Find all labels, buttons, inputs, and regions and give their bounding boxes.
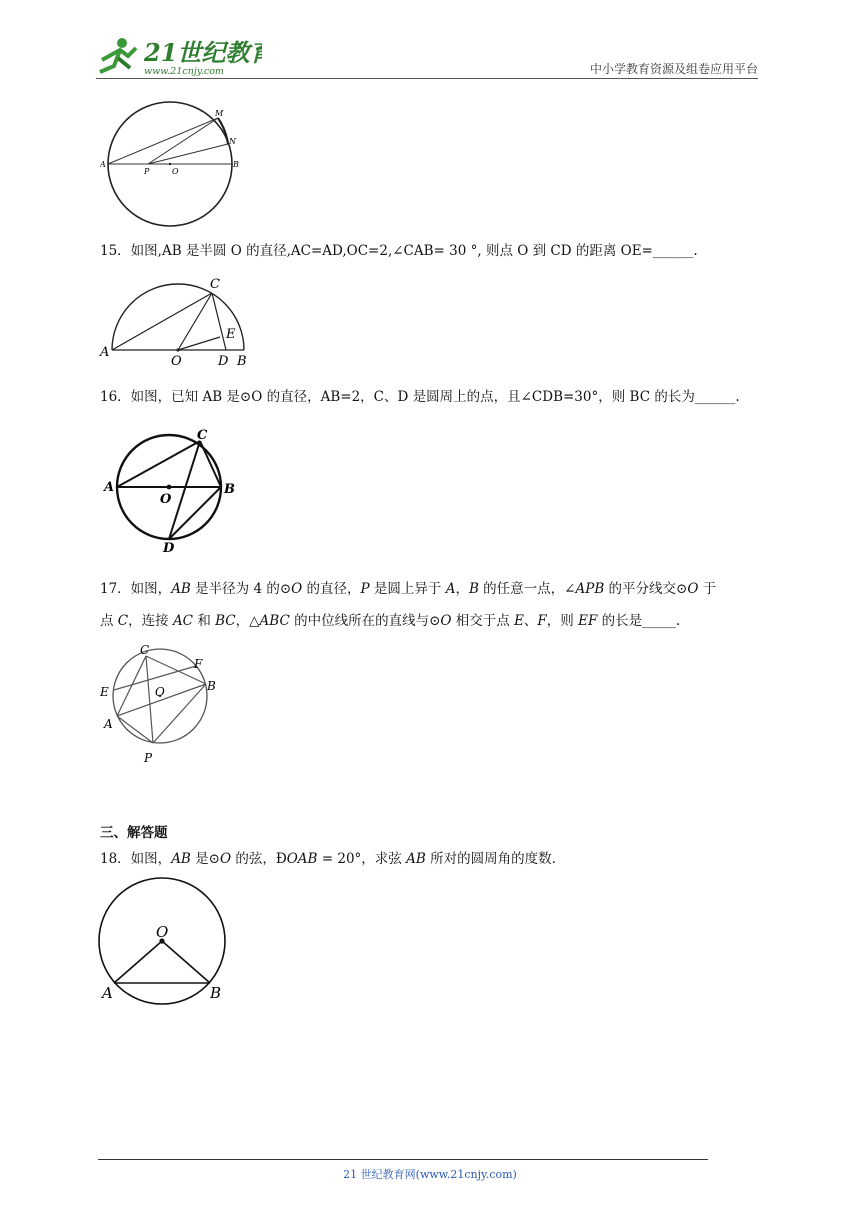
figure-16	[100, 424, 250, 556]
fig17-label-o: O	[155, 685, 165, 699]
section-title: 三、解答题	[100, 825, 168, 841]
figure-17	[96, 640, 236, 768]
fig14-label-n: N	[229, 137, 236, 146]
fig15-label-o: O	[171, 354, 182, 369]
fig16-label-b: B	[224, 482, 235, 497]
figure-18	[94, 874, 234, 1008]
fig16-label-o: O	[160, 492, 172, 507]
fig16-label-c: C	[197, 428, 208, 443]
fig14-label-m: M	[215, 109, 224, 118]
fig15-label-e: E	[226, 327, 236, 342]
footer-divider	[98, 1159, 708, 1160]
fig15-label-d: D	[218, 354, 229, 369]
logo-main-text: 21世纪教育	[144, 38, 262, 67]
fig17-label-a: A	[104, 717, 113, 731]
fig18-label-a: A	[102, 984, 113, 1002]
fig14-label-o: O	[172, 167, 179, 176]
fig15-label-b: B	[237, 354, 247, 369]
fig15-label-a: A	[100, 345, 110, 360]
fig17-label-p: P	[144, 751, 153, 765]
fig14-label-p: P	[144, 167, 150, 176]
fig16-label-d: D	[163, 541, 175, 556]
question-18-text: 18．如图，AB 是⊙O 的弦，ÐOAB = 20°，求弦 AB 所对的圆周角的度数.	[100, 851, 556, 867]
question-15-text: 15．如图,AB 是半圆 O 的直径,AC=AD,OC=2,∠CAB= 30 °, 则点 O 到 CD 的距离 OE=______.	[100, 243, 698, 259]
fig16-label-a: A	[104, 480, 115, 495]
fig17-label-f: F	[194, 657, 203, 671]
fig17-label-e: E	[100, 685, 109, 699]
fig14-label-b: B	[233, 160, 239, 169]
header-divider	[96, 78, 758, 79]
header-right-text: 中小学教育资源及组卷应用平台	[589, 62, 758, 76]
footer-text: 21 世纪教育网(www.21cnjy.com)	[343, 1168, 517, 1181]
figure-15	[96, 274, 266, 370]
logo-url-text: www.21cnjy.com	[144, 66, 224, 77]
question-17-line-1: 17．如图，AB 是半径为 4 的⊙O 的直径，P 是圆上异于 A，B 的任意一点，∠APB 的平分线交⊙O 于	[100, 581, 717, 597]
fig18-label-o: O	[156, 923, 169, 941]
figure-14	[100, 100, 250, 230]
site-logo	[92, 34, 262, 78]
fig14-label-a: A	[100, 160, 106, 169]
question-17-line-2: 点 C，连接 AC 和 BC，△ABC 的中位线所在的直线与⊙O 相交于点 E、F，则 EF 的长是_____.	[100, 613, 681, 629]
fig18-label-b: B	[210, 984, 222, 1002]
runner-icon	[100, 38, 136, 72]
fig17-label-b: B	[207, 679, 216, 693]
fig17-label-c: C	[140, 643, 150, 657]
question-16-text: 16．如图，已知 AB 是⊙O 的直径，AB=2，C、D 是圆周上的点，且∠CDB=30°，则 BC 的长为______.	[100, 389, 740, 405]
fig15-label-c: C	[210, 277, 220, 292]
